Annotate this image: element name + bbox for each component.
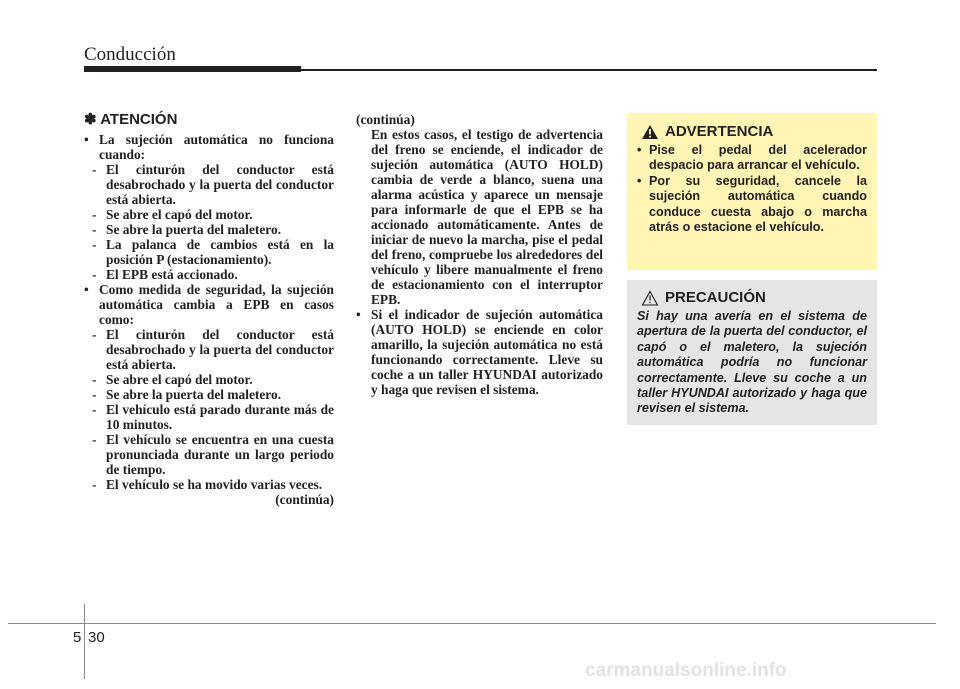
- list-item-text: El vehículo se ha movido varias veces.: [106, 477, 323, 492]
- caution-box: [627, 280, 877, 425]
- attention-title: ATENCIÓN: [100, 111, 178, 128]
- list-item: - El cinturón del conductor está desabrochado y la puerta del conductor está abierta.: [92, 327, 334, 372]
- warning-item: [637, 143, 867, 174]
- list-item: - El EPB está accionado.: [92, 267, 238, 282]
- bullet-dot: •: [637, 173, 642, 188]
- footer-divider-vertical: [84, 604, 85, 679]
- attention-bullet-3-text: Si el indicador de sujeción automática (AUTO HOLD) se enciende en color amarillo, la sujeción automática no está funcionando correctamente. Lleve su coche a un taller HYUNDAI autorizado y haga que revisen el sistema.: [371, 307, 603, 397]
- list-item: - El vehículo se encuentra en una cuesta pronunciada durante un largo periodo de tiempo.: [92, 432, 334, 477]
- warning-item: [637, 174, 867, 236]
- list-item-text: El cinturón del conductor está desabrochado y la puerta del conductor está abierta.: [106, 327, 334, 372]
- list-item-text: Se abre la puerta del maletero.: [106, 222, 282, 237]
- header-rule-thick: [84, 66, 301, 72]
- bullet-dot: •: [84, 132, 89, 147]
- list-item: - Se abre el capó del motor.: [92, 372, 253, 387]
- list-item-text: Se abre la puerta del maletero.: [106, 387, 282, 402]
- page-number: 30: [88, 629, 105, 646]
- header-rule-thin: [301, 69, 877, 71]
- list-item: - El cinturón del conductor está desabrochado y la puerta del conductor está abierta.: [92, 162, 334, 207]
- bullet-dot: •: [637, 143, 642, 157]
- warning-item-text: Por su seguridad, cancele la sujeción automática cuando conduce cuesta abajo o marcha atrás o estacione el vehículo.: [649, 173, 867, 235]
- warning-heading: [637, 123, 867, 141]
- attention-bullet-1: [84, 132, 334, 162]
- list-item: - La palanca de cambios está en la posición P (estacionamiento).: [92, 237, 334, 267]
- list-item: - El vehículo está parado durante más de 10 minutos.: [92, 402, 334, 432]
- attention-bullet-2-text: Como medida de seguridad, la sujeción automática cambia a EPB en casos como:: [99, 282, 334, 327]
- attention-column-left: [84, 112, 334, 507]
- caution-heading: [637, 289, 867, 307]
- warning-item-text: Pise el pedal del acelerador despacio para arrancar el vehículo.: [649, 143, 867, 173]
- page-section-number: 5: [73, 629, 82, 646]
- caution-title: PRECAUCIÓN: [665, 289, 766, 307]
- list-item: - Se abre el capó del motor.: [92, 207, 253, 222]
- warning-title: ADVERTENCIA: [665, 123, 774, 141]
- list-item: - Se abre la puerta del maletero.: [92, 387, 282, 402]
- list-item-text: El vehículo está parado durante más de 10 minutos.: [106, 402, 334, 432]
- caution-text: Si hay una avería en el sistema de apertura de la puerta del conductor, el capó o el maletero, la sujeción automática podría no funcionar correctamente. Lleve su coche a un taller HYUNDAI autorizado y haga que revisen el sistema.: [637, 309, 867, 416]
- list-item-text: Se abre el capó del motor.: [106, 372, 253, 387]
- attention-paragraph: En estos casos, el testigo de advertencia del freno se enciende, el indicador de sujeción automática (AUTO HOLD) cambia de verde a blanco, suena una alarma acústica y aparece un mensaje para informarle de que el EPB se ha accionado automáticamente. Antes de iniciar de nuevo la marcha, pise el pedal del freno, compruebe los alrededores del vehículo y libere manualmente el freno de estacionamiento con el interruptor EPB.: [371, 127, 603, 307]
- continued-note: (continúa): [275, 492, 334, 507]
- list-item: - Se abre la puerta del maletero.: [92, 222, 282, 237]
- bullet-dot: •: [84, 282, 89, 297]
- footer-divider-horizontal: [8, 623, 936, 624]
- list-item-text: Se abre el capó del motor.: [106, 207, 253, 222]
- watermark: carmanualsonline.info: [585, 660, 787, 681]
- list-item-text: La palanca de cambios está en la posición P (estacionamiento).: [106, 237, 334, 267]
- bullet-dot: •: [356, 307, 361, 322]
- attention-bullet-3: [356, 307, 603, 397]
- attention-column-right: [356, 112, 603, 397]
- list-item-text: El EPB está accionado.: [106, 267, 238, 282]
- attention-bullet-2: [84, 282, 334, 327]
- list-item: - El vehículo se ha movido varias veces.: [92, 477, 323, 492]
- attention-bullet-1-text: La sujeción automática no funciona cuando:: [99, 132, 334, 162]
- asterisk-icon: ✽: [84, 111, 97, 128]
- warning-box: [627, 113, 877, 270]
- attention-heading: [84, 112, 334, 128]
- continued-note: (continúa): [356, 112, 415, 127]
- list-item-text: El cinturón del conductor está desabrochado y la puerta del conductor está abierta.: [106, 162, 334, 207]
- page-title: Conducción: [84, 44, 176, 65]
- list-item-text: El vehículo se encuentra en una cuesta pronunciada durante un largo periodo de tiempo.: [106, 432, 334, 477]
- warning-triangle-icon: [641, 124, 659, 140]
- caution-triangle-icon: [641, 290, 659, 306]
